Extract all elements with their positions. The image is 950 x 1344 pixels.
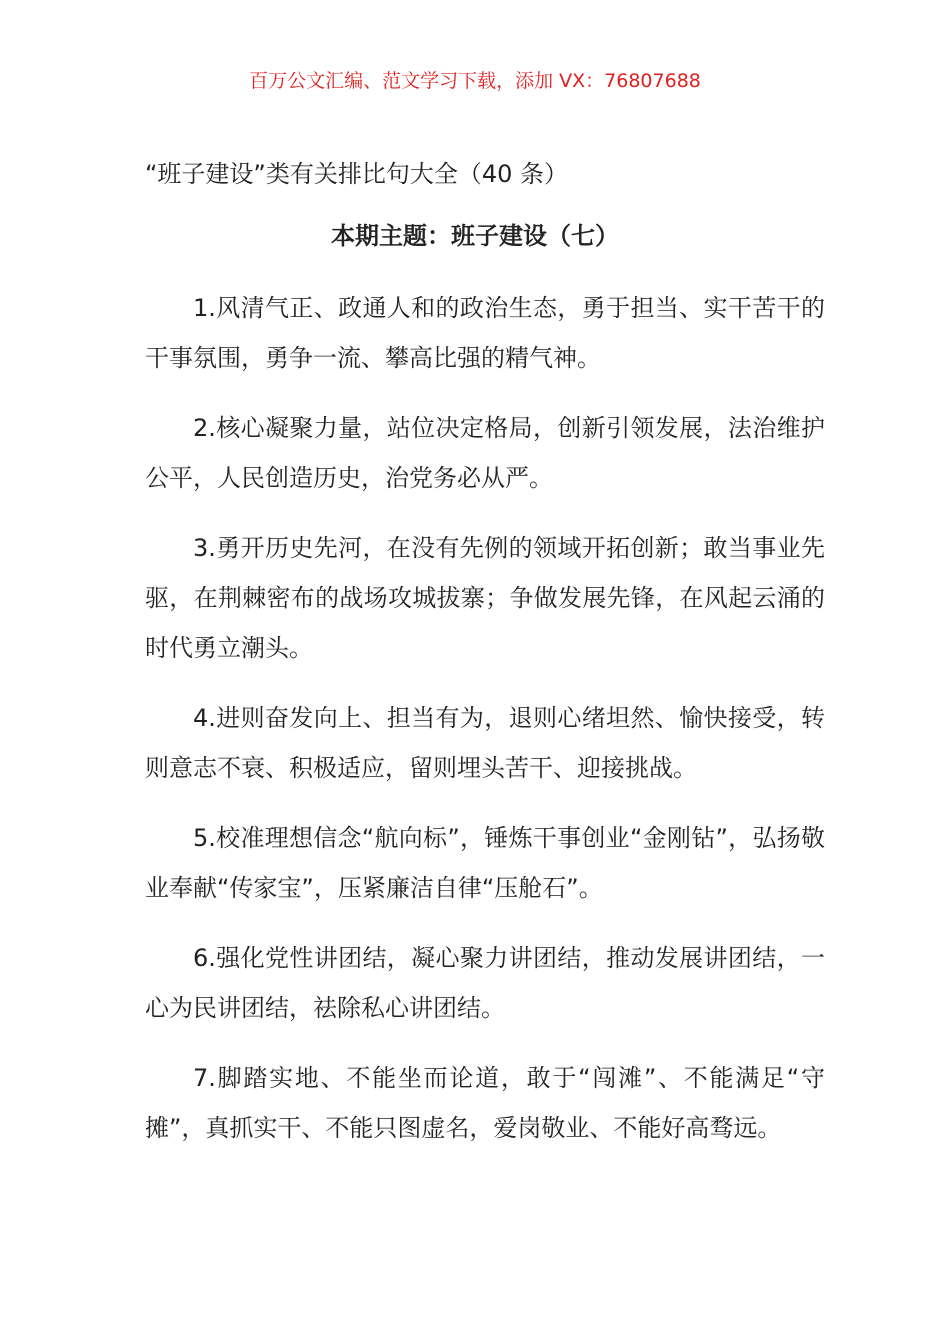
header-note: 百万公文汇编、范文学习下载，添加 VX：76807688: [249, 70, 701, 92]
list-item-3: 3.勇开历史先河，在没有先例的领域开拓创新；敢当事业先驱，在荆棘密布的战场攻城拔寨；争做发展先锋，在风起云涌的时代勇立潮头。: [145, 534, 825, 662]
list-item-4: 4.进则奋发向上、担当有为，退则心绪坦然、愉快接受，转则意志不衰、积极适应，留则埋头苦干、迎接挑战。: [145, 704, 825, 782]
document-title: “班子建设”类有关排比句大全（40 条）: [145, 160, 569, 188]
list-item-7: 7.脚踏实地、不能坐而论道，敢于“闯滩”、不能满足“守摊”，真抓实干、不能只图虚名，爱岗敬业、不能好高骛远。: [145, 1064, 825, 1142]
item-list: [145, 283, 825, 1173]
list-item-2: 2.核心凝聚力量，站位决定格局，创新引领发展，法治维护公平，人民创造历史，治党务必从严。: [145, 414, 825, 492]
list-item-1: 1.风清气正、政通人和的政治生态，勇于担当、实干苦干的干事氛围，勇争一流、攀高比强的精气神。: [145, 294, 825, 372]
list-item-6: 6.强化党性讲团结，凝心聚力讲团结，推动发展讲团结，一心为民讲团结，祛除私心讲团结。: [145, 944, 825, 1022]
document-subtitle: 本期主题：班子建设（七）: [331, 222, 619, 250]
list-item-5: 5.校准理想信念“航向标”，锤炼干事创业“金刚钻”，弘扬敬业奉献“传家宝”，压紧廉洁自律“压舱石”。: [145, 824, 825, 902]
